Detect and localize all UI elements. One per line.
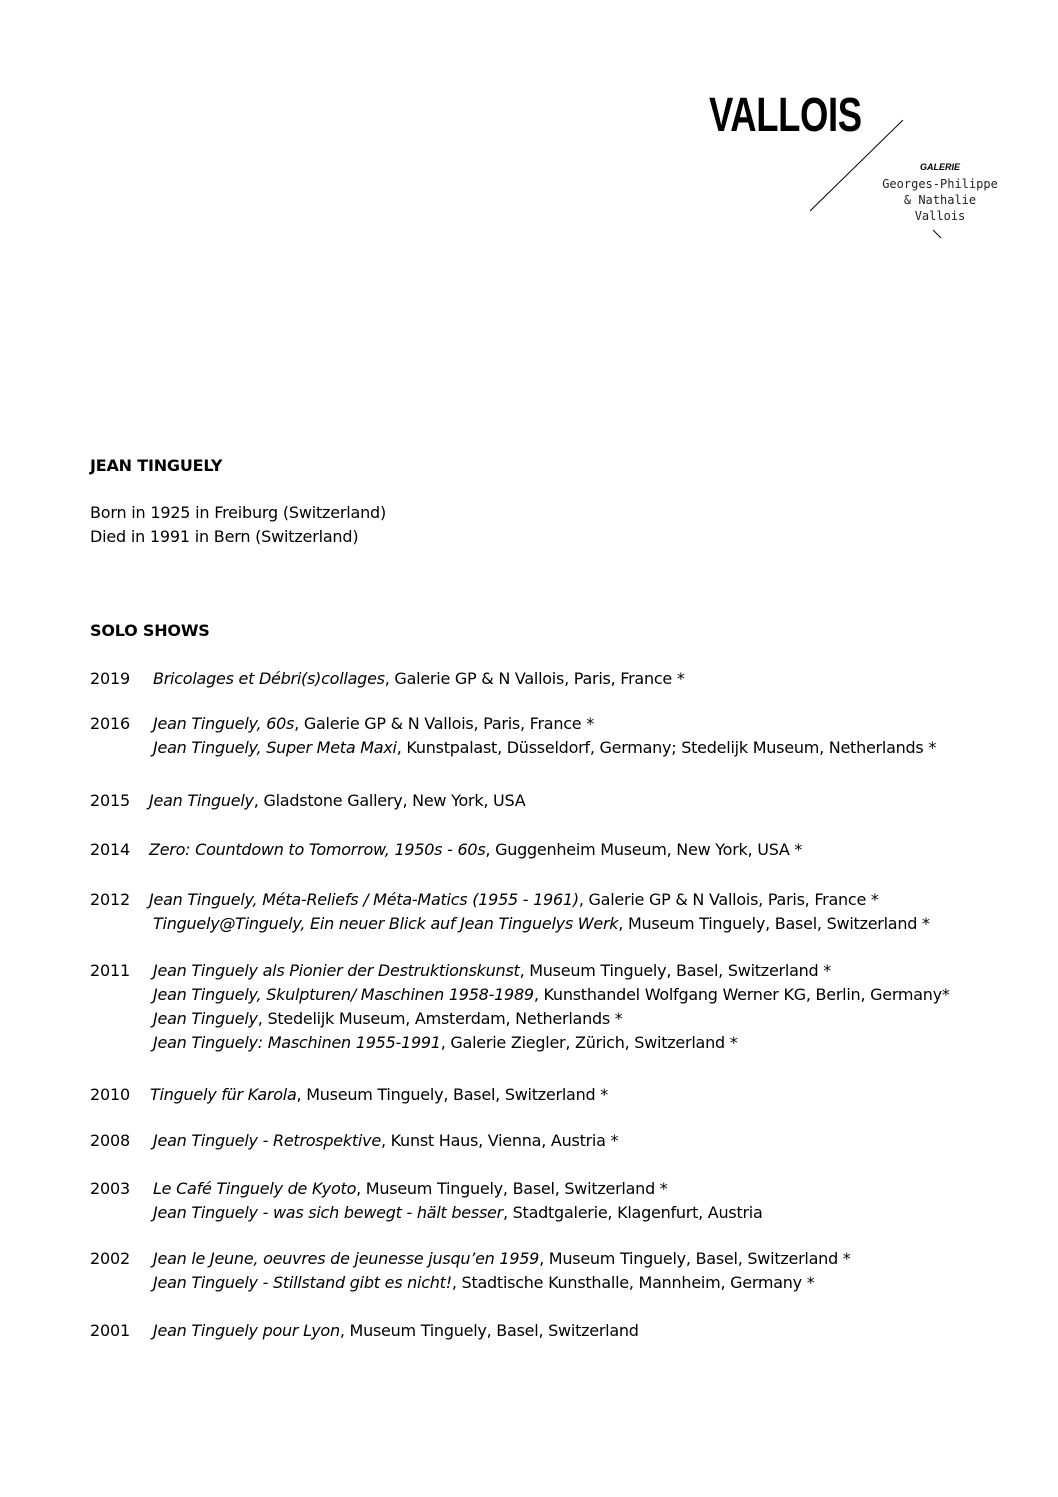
- show-details: , Museum Tinguely, Basel, Switzerland *: [519, 961, 832, 980]
- gallery-logo-wordmark: VALLOIS: [709, 89, 862, 142]
- show-details: , Guggenheim Museum, New York, USA *: [485, 840, 803, 859]
- show-entry: [153, 1203, 763, 1222]
- show-title: Jean Tinguely als Pionier der Destruktionskunst: [153, 961, 520, 980]
- show-year: 2002: [90, 1249, 130, 1268]
- show-title: Zero: Countdown to Tomorrow, 1950s - 60s: [149, 840, 486, 859]
- show-details: , Kunsthandel Wolfgang Werner KG, Berlin, Germany*: [533, 985, 950, 1004]
- show-details: , Galerie Ziegler, Zürich, Switzerland *: [440, 1033, 738, 1052]
- show-title: Jean Tinguely: Maschinen 1955-1991: [153, 1033, 441, 1052]
- show-title: Le Café Tinguely de Kyoto: [153, 1179, 357, 1198]
- show-entry: [153, 1273, 814, 1292]
- show-entry: [153, 714, 594, 733]
- solo-shows-heading: SOLO SHOWS: [90, 621, 210, 640]
- logo-name-line: Georges-Philippe: [882, 177, 998, 191]
- show-year: 2001: [90, 1321, 130, 1340]
- show-details: , Galerie GP & N Vallois, Paris, France *: [294, 714, 594, 733]
- show-details: , Museum Tinguely, Basel, Switzerland *: [296, 1085, 608, 1104]
- show-details: , Kunst Haus, Vienna, Austria *: [380, 1131, 619, 1150]
- artist-death-info: Died in 1991 in Bern (Switzerland): [90, 527, 359, 546]
- show-year: 2010: [90, 1085, 130, 1104]
- show-details: , Kunstpalast, Düsseldorf, Germany; Stedelijk Museum, Netherlands *: [396, 738, 937, 757]
- show-details: , Stadtgalerie, Klagenfurt, Austria: [502, 1203, 763, 1222]
- show-title: Tinguely für Karola: [150, 1085, 297, 1104]
- show-entry: [153, 1009, 623, 1028]
- show-title: Jean Tinguely - Stillstand gibt es nicht!: [153, 1273, 452, 1292]
- show-entry: [153, 985, 950, 1004]
- show-details: , Gladstone Gallery, New York, USA: [253, 791, 526, 810]
- show-entry: [153, 914, 930, 933]
- show-year: 2014: [90, 840, 130, 859]
- logo-name-line: Vallois: [914, 209, 966, 223]
- show-entry: [153, 1033, 737, 1052]
- show-entry: [149, 840, 802, 859]
- show-entry: [150, 1085, 608, 1104]
- show-year: 2008: [90, 1131, 130, 1150]
- logo-galerie-label: GALERIE: [920, 162, 961, 172]
- show-entry: [153, 1179, 668, 1198]
- show-title: Jean Tinguely - Retrospektive: [153, 1131, 381, 1150]
- show-title: Tinguely@Tinguely, Ein neuer Blick auf Jean Tinguelys Werk: [153, 914, 619, 933]
- show-title: Jean Tinguely: [149, 791, 254, 810]
- show-title: Jean Tinguely: [153, 1009, 258, 1028]
- show-title: Jean Tinguely pour Lyon: [153, 1321, 340, 1340]
- show-title: Jean Tinguely, Super Meta Maxi: [153, 738, 397, 757]
- show-entry: [153, 669, 685, 688]
- show-year: 2015: [90, 791, 130, 810]
- show-entry: [153, 1321, 639, 1340]
- show-title: Jean Tinguely, Méta-Reliefs / Méta-Matics (1955 - 1961): [149, 890, 579, 909]
- show-entry: [149, 890, 879, 909]
- show-details: , Museum Tinguely, Basel, Switzerland: [339, 1321, 639, 1340]
- show-details: , Museum Tinguely, Basel, Switzerland *: [539, 1249, 851, 1268]
- show-title: Jean Tinguely, Skulpturen/ Maschinen 1958-1989: [153, 985, 534, 1004]
- logo-name-line: & Nathalie: [903, 193, 977, 207]
- show-title: Jean Tinguely, 60s: [153, 714, 295, 733]
- show-entry: [153, 961, 831, 980]
- artist-birth-info: Born in 1925 in Freiburg (Switzerland): [90, 503, 387, 522]
- show-title: Bricolages et Débri(s)collages: [153, 669, 385, 688]
- artist-name-heading: JEAN TINGUELY: [90, 456, 223, 475]
- show-entry: [149, 791, 525, 810]
- show-year: 2016: [90, 714, 130, 733]
- show-details: , Museum Tinguely, Basel, Switzerland *: [356, 1179, 668, 1198]
- show-year: 2012: [90, 890, 130, 909]
- show-entry: [153, 1131, 618, 1150]
- show-year: 2019: [90, 669, 130, 688]
- show-entry: [153, 738, 936, 757]
- show-details: , Galerie GP & N Vallois, Paris, France *: [384, 669, 685, 688]
- show-title: Jean Tinguely - was sich bewegt - hält besser: [153, 1203, 503, 1222]
- show-title: Jean le Jeune, oeuvres de jeunesse jusqu’en 1959: [153, 1249, 540, 1268]
- logo-gallery-owners: [864, 176, 1016, 224]
- show-entry: [153, 1249, 851, 1268]
- show-year: 2003: [90, 1179, 130, 1198]
- show-details: , Museum Tinguely, Basel, Switzerland *: [618, 914, 930, 933]
- show-year: 2011: [90, 961, 130, 980]
- show-details: , Stadtische Kunsthalle, Mannheim, Germany *: [451, 1273, 815, 1292]
- show-details: , Stedelijk Museum, Amsterdam, Netherlands *: [257, 1009, 623, 1028]
- show-details: , Galerie GP & N Vallois, Paris, France *: [578, 890, 879, 909]
